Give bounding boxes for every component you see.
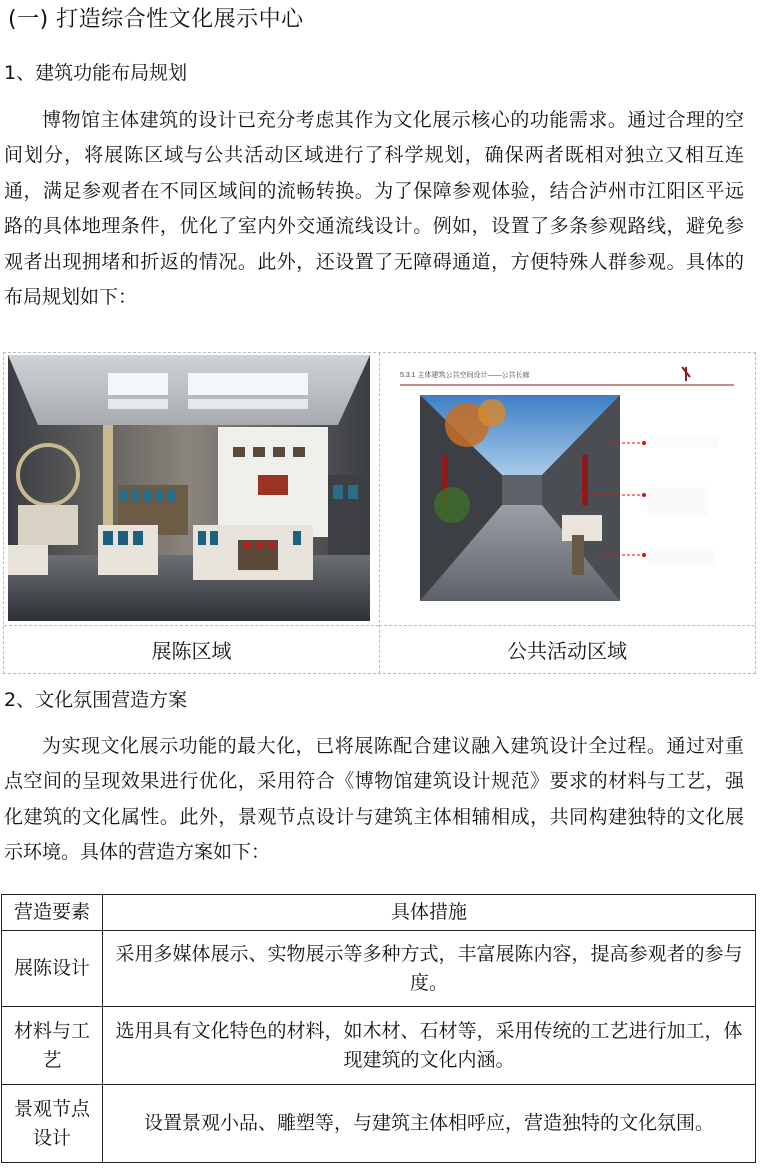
caption-exhibition-area: 展陈区域 (4, 625, 379, 673)
table-cell-measure: 采用多媒体展示、实物展示等多种方式，丰富展陈内容，提高参观者的参与度。 (103, 931, 756, 1007)
measures-table (1, 894, 756, 1163)
caption-public-area: 公共活动区域 (379, 625, 755, 673)
table-row (2, 931, 756, 1007)
table-cell-measure: 设置景观小品、雕塑等，与建筑主体相呼应，营造独特的文化氛围。 (103, 1085, 756, 1163)
table-header: 营造要素 (2, 895, 103, 931)
exhibition-render (8, 355, 370, 621)
exhibition-area-image (8, 353, 374, 625)
table-header: 具体措施 (103, 895, 756, 931)
corridor-board (382, 355, 752, 621)
table-cell-element: 景观节点设计 (2, 1085, 103, 1163)
table-cell-element: 展陈设计 (2, 931, 103, 1007)
public-area-image (382, 353, 754, 625)
image-table (3, 352, 756, 674)
subsection-heading-atmosphere: 2、文化氛围营造方案 (4, 689, 188, 711)
paragraph-layout: 博物馆主体建筑的设计已充分考虑其作为文化展示核心的功能需求。通过合理的空间划分，将展陈区域与公共活动区域进行了科学规划，确保两者既相对独立又相互连通，满足参观者在不同区域间的流畅转换。为了保障参观体验，结合泸州市江阳区平远路的具体地理条件，优化了室内外交通流线设计。例如，设置了多条参观路线，避免参观者出现拥堵和折返的情况。此外，还设置了无障碍通道，方便特殊人群参观。具体的布局规划如下： (4, 109, 744, 309)
subsection-heading-layout: 1、建筑功能布局规划 (4, 62, 188, 84)
table-row (2, 1007, 756, 1085)
section-title: (一) 打造综合性文化展示中心 (8, 7, 304, 32)
paragraph-atmosphere: 为实现文化展示功能的最大化，已将展陈配合建议融入建筑设计全过程。通过对重点空间的呈现效果进行优化，采用符合《博物馆建筑设计规范》要求的材料与工艺，强化建筑的文化属性。此外，景观节点设计与建筑主体相辅相成，共同构建独特的文化展示环境。具体的营造方案如下： (4, 735, 744, 864)
table-cell-measure: 选用具有文化特色的材料，如木材、石材等，采用传统的工艺进行加工，体现建筑的文化内涵。 (103, 1007, 756, 1085)
table-header-row (2, 895, 756, 931)
board-header: 5.3.1 主体建筑公共空间设计——公共长廊 (400, 372, 530, 379)
table-row (2, 1085, 756, 1163)
table-cell-element: 材料与工艺 (2, 1007, 103, 1085)
